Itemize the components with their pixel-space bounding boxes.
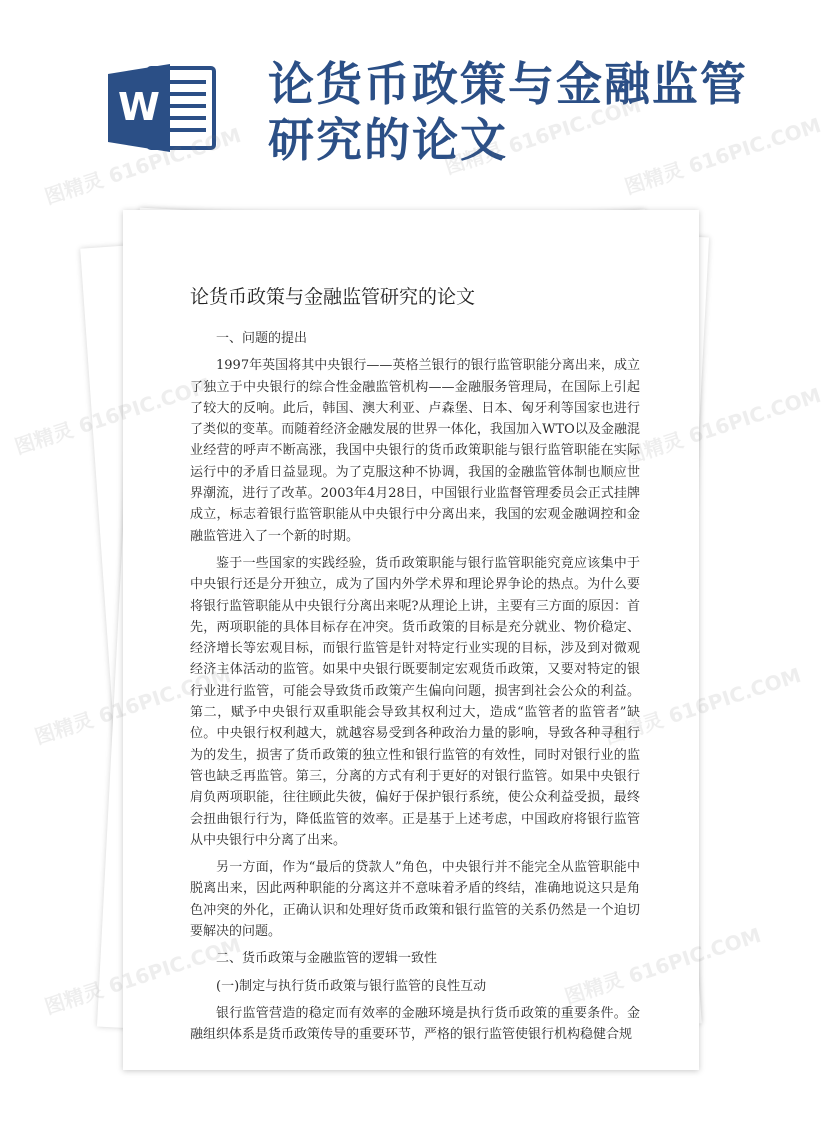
watermark: 图精灵: [11, 417, 77, 459]
banner-title: 论货币政策与金融监管研究的论文: [268, 57, 748, 167]
document-body: [190, 328, 640, 1052]
paragraph: 鉴于一些国家的实践经验，货币政策职能与银行监管职能究竟应该集中于中央银行还是分开独立，成为了国内外学术界和理论界争论的热点。为什么要将银行监管职能从中央银行分离出来呢?从理论上讲，主要有三方面的原因：首先，两项职能的具体目标存在冲突。货币政策的目标是充分就业、物价稳定、经济增长等宏观目标，而银行监管是针对特定行业实现的目标，涉及到对微观经济主体活动的监管。如果中央银行既要制定宏观货币政策，又要对特定的银行业进行监管，可能会导致货币政策产生偏向问题，损害到社会公众的利益。第二，赋予中央银行双重职能会导致其权利过大，造成“监管者的监管者”缺位。中央银行权利越大，就越容易受到各种政治力量的影响，导致各种寻租行为的发生，损害了货币政策的独立性和银行监管的有效性，同时对银行业的监管也缺乏再监管。第三，分离的方式有利于更好的对银行监管。如果中央银行肩负两项职能，往往顾此失彼，偏好于保护银行系统，使公众利益受损，最终会扭曲银行行为，降低监管的效率。正是基于上述考虑，中国政府将银行监管从中央银行中分离了出来。: [190, 555, 640, 848]
document-title: 论货币政策与金融监管研究的论文: [190, 286, 476, 308]
section-heading: 一、问题的提出: [216, 331, 308, 346]
watermark: 图精灵 616PIC.COM: [441, 92, 644, 179]
paragraph: 银行监管营造的稳定而有效率的金融环境是执行货币政策的重要条件。金融组织体系是货币政策传导的重要环节，严格的银行监管使银行机构稳健合规: [190, 1005, 640, 1043]
watermark: 图精灵 616PIC.COM: [41, 122, 244, 209]
document-page: [123, 210, 699, 1070]
watermark: 图精灵: [41, 977, 107, 1019]
word-icon-letter: W: [118, 85, 160, 129]
subsection-heading: (一)制定与执行货币政策与银行监管的良性互动: [216, 978, 487, 994]
section-heading: 二、货币政策与金融监管的逻辑一致性: [216, 951, 438, 967]
paragraph: 1997年英国将其中央银行——英格兰银行的银行监管职能分离出来，成立了独立于中央银行的综合性金融监管机构——金融服务管理局，在国际上引起了较大的反响。此后，韩国、澳大利亚、卢森堡、日本、匈牙利等国家也进行了类似的变革。而随着经济金融发展的世界一体化，我国加入WTO以及金融混业经营的呼声不断高涨，我国中央银行的货币政策职能与银行监管职能在实际运行中的矛盾日益显现。为了克服这种不协调，我国的金融监管体制也顺应世界潮流，进行了改革。2003年4月28日，中国银行业监督管理委员会正式挂牌成立，标志着银行监管职能从中央银行中分离出来，我国的宏观金融调控和金融监管进入了一个新的时期。: [190, 358, 640, 544]
paragraph: 另一方面，作为“最后的贷款人”角色，中央银行并不能完全从监管职能中脱离出来，因此两种职能的分离这并不意味着矛盾的终结，准确地说这只是角色冲突的外化，正确认识和处理好货币政策和银行监管的关系仍然是一个迫切要解决的问题。: [190, 860, 640, 940]
watermark: 图精灵: [31, 707, 97, 749]
watermark: 图精灵 616PIC.COM: [601, 662, 804, 749]
watermark: 图精灵 616PIC.COM: [621, 382, 824, 469]
watermark: 图精灵 616PIC.COM: [621, 112, 824, 199]
